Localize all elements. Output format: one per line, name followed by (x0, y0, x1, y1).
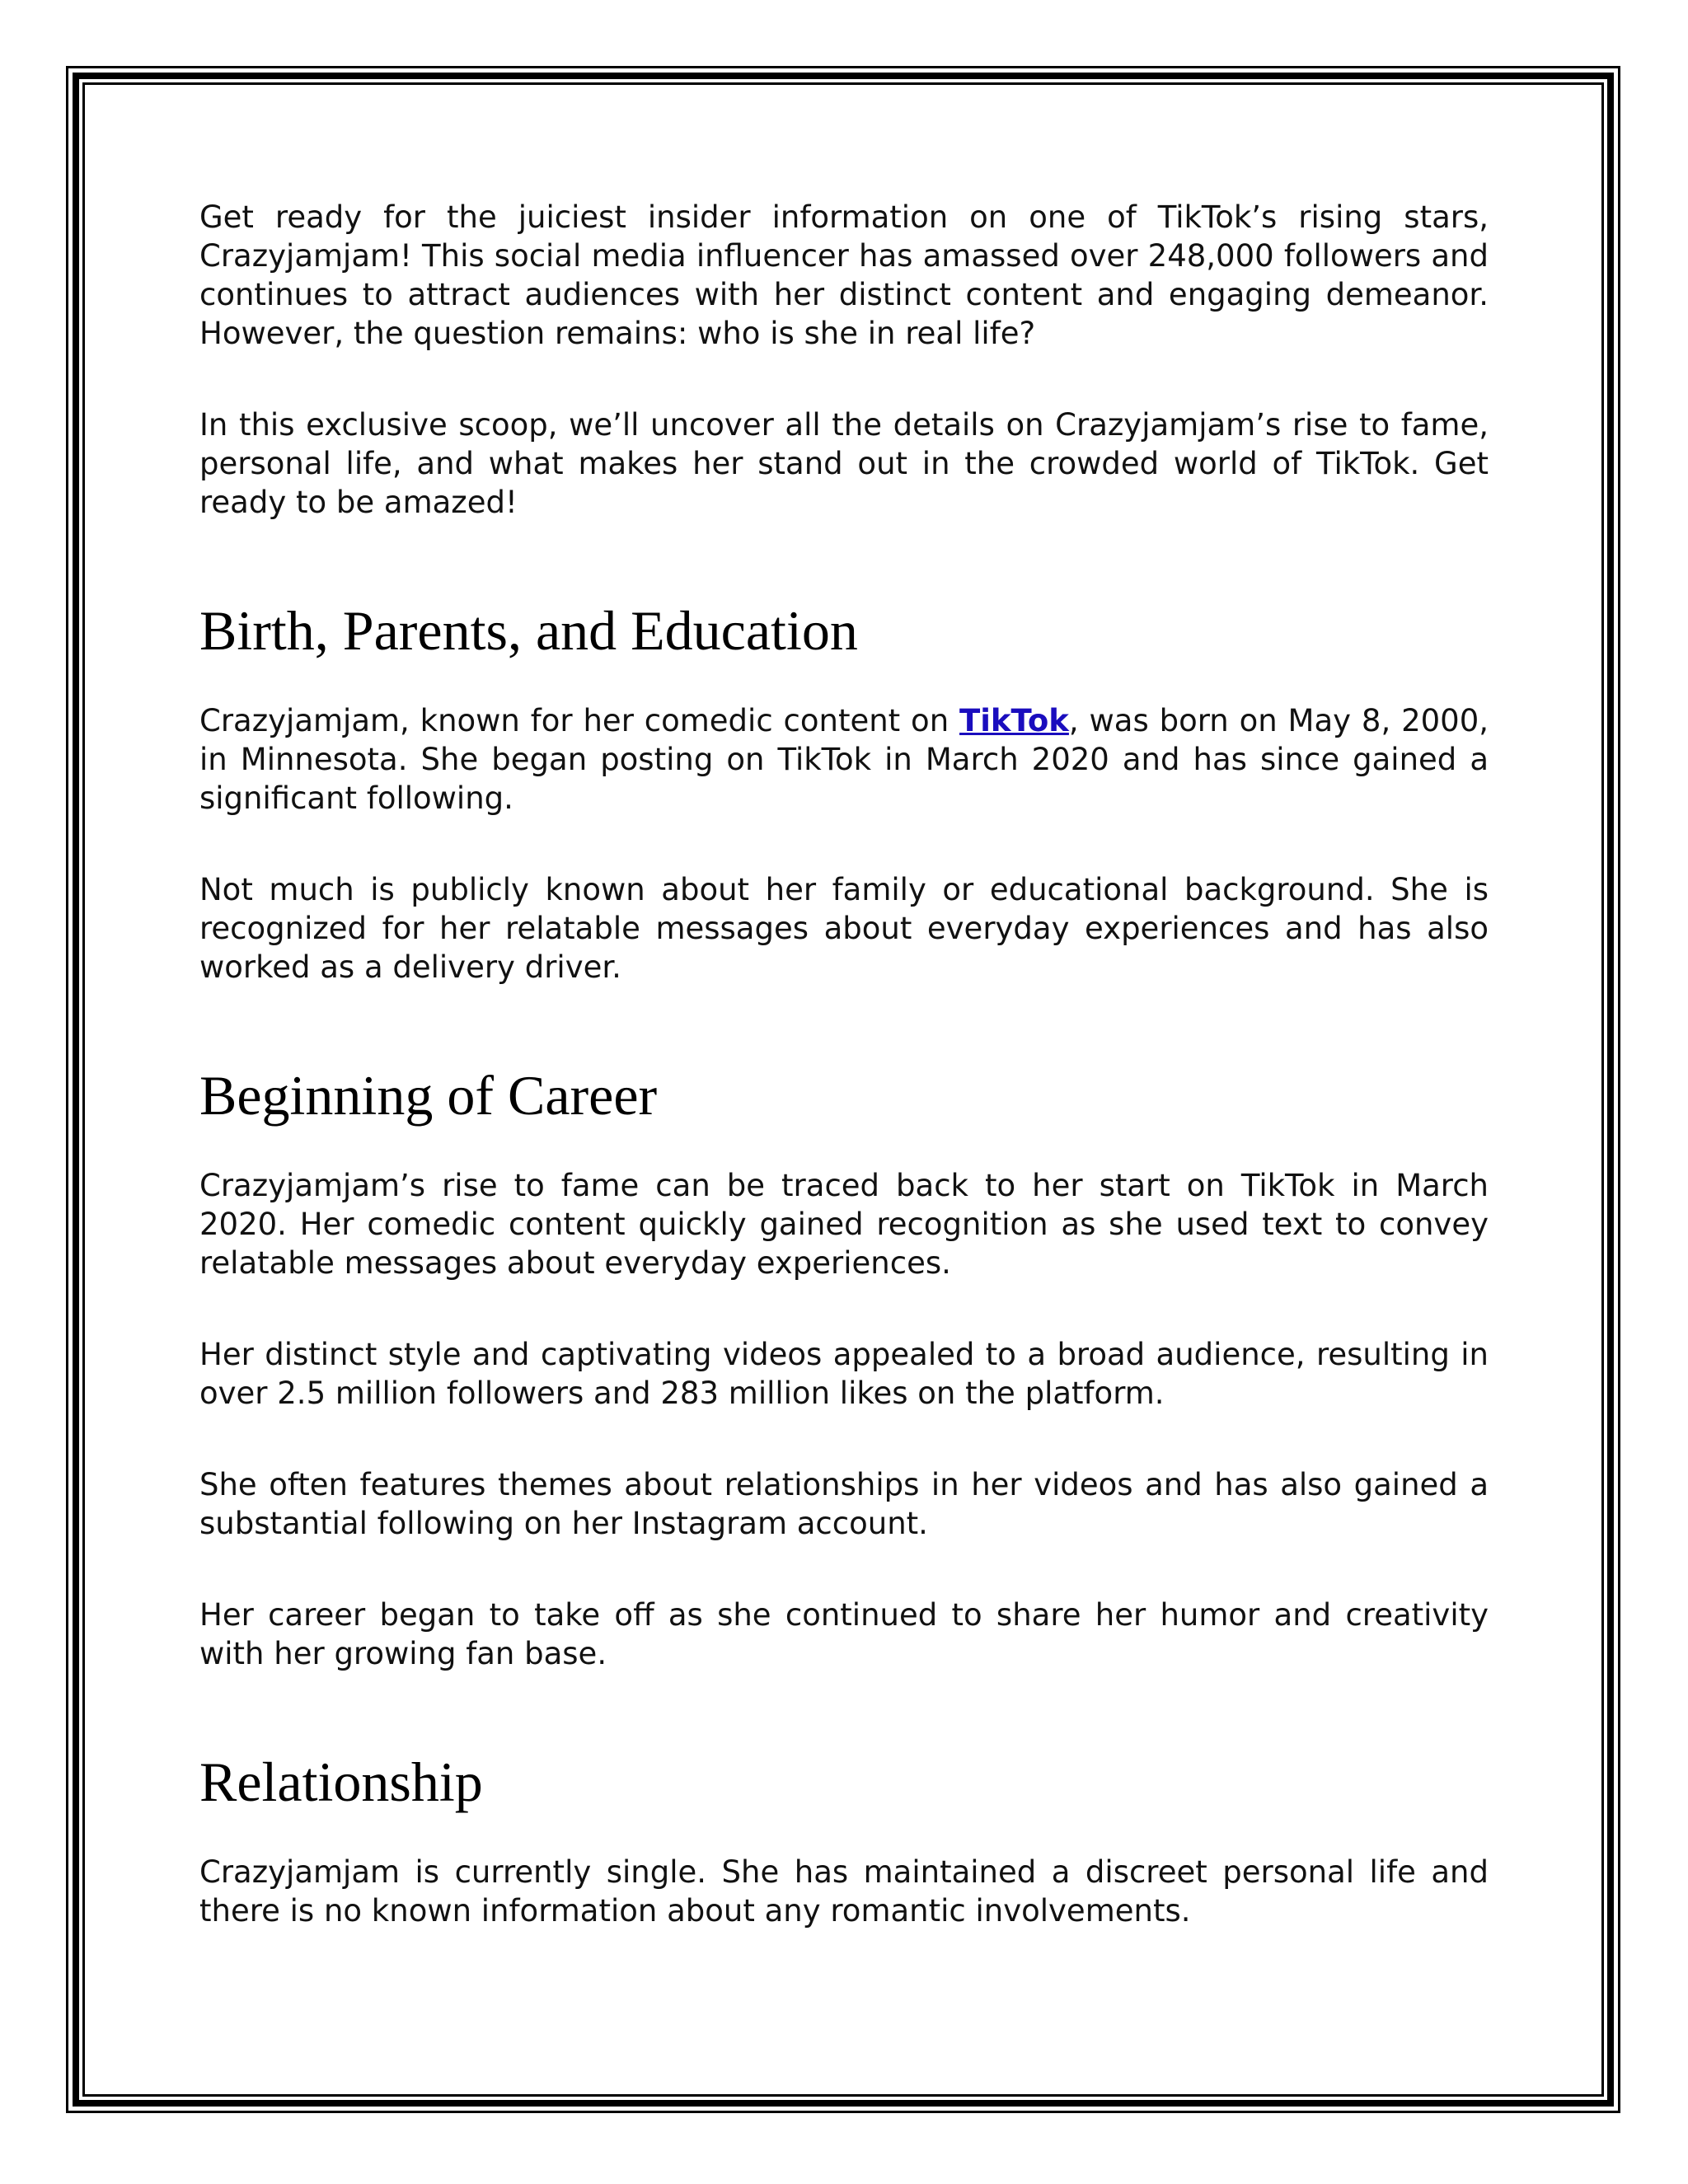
section-heading-birth: Birth, Parents, and Education (199, 599, 858, 662)
birth-paragraph-2: Not much is publicly known about her family or educational background. She is recognized for her relatable messages about everyday experiences and has also worked as a delivery driver. (199, 872, 1489, 985)
intro-paragraph-2: In this exclusive scoop, we’ll uncover all the details on Crazyjamjam’s rise to fame, personal life, and what makes her stand out in the crowded world of TikTok. Get ready to be amazed! (199, 407, 1489, 520)
article-body (199, 198, 1489, 1930)
career-paragraph-2: Her distinct style and captivating videos appealed to a broad audience, resulting in over 2.5 million followers and 283 million likes on the platform. (199, 1337, 1489, 1411)
career-paragraph-1: Crazyjamjam’s rise to fame can be traced back to her start on TikTok in March 2020. Her comedic content quickly gained recognition as she used text to convey relatable messages about everyday experiences. (199, 1168, 1489, 1281)
intro-paragraph-1: Get ready for the juiciest insider information on one of TikTok’s rising stars, Crazyjamjam! This social media influencer has amassed over 248,000 followers and continues to attract audiences with her distinct content and engaging demeanor. However, the question remains: who is she in real life? (199, 199, 1489, 351)
tiktok-link[interactable]: TikTok (959, 703, 1069, 738)
birth-paragraph-1 (199, 701, 1489, 818)
career-paragraph-3: She often features themes about relationships in her videos and has also gained a substantial following on her Instagram account. (199, 1467, 1489, 1541)
section-heading-career: Beginning of Career (199, 1064, 658, 1127)
birth-paragraph-1-text-end: , was born on May 8, 2000, in Minnesota. She began posting on TikTok in March 2020 and has since gained a significant following. (199, 703, 1489, 816)
birth-paragraph-1-text-start: Crazyjamjam, known for her comedic content on (199, 703, 960, 738)
career-paragraph-4: Her career began to take off as she continued to share her humor and creativity with her growing fan base. (199, 1597, 1489, 1671)
relationship-paragraph-1: Crazyjamjam is currently single. She has maintained a discreet personal life and there is no known information about any romantic involvements. (199, 1854, 1489, 1929)
section-heading-relationship: Relationship (199, 1750, 483, 1813)
